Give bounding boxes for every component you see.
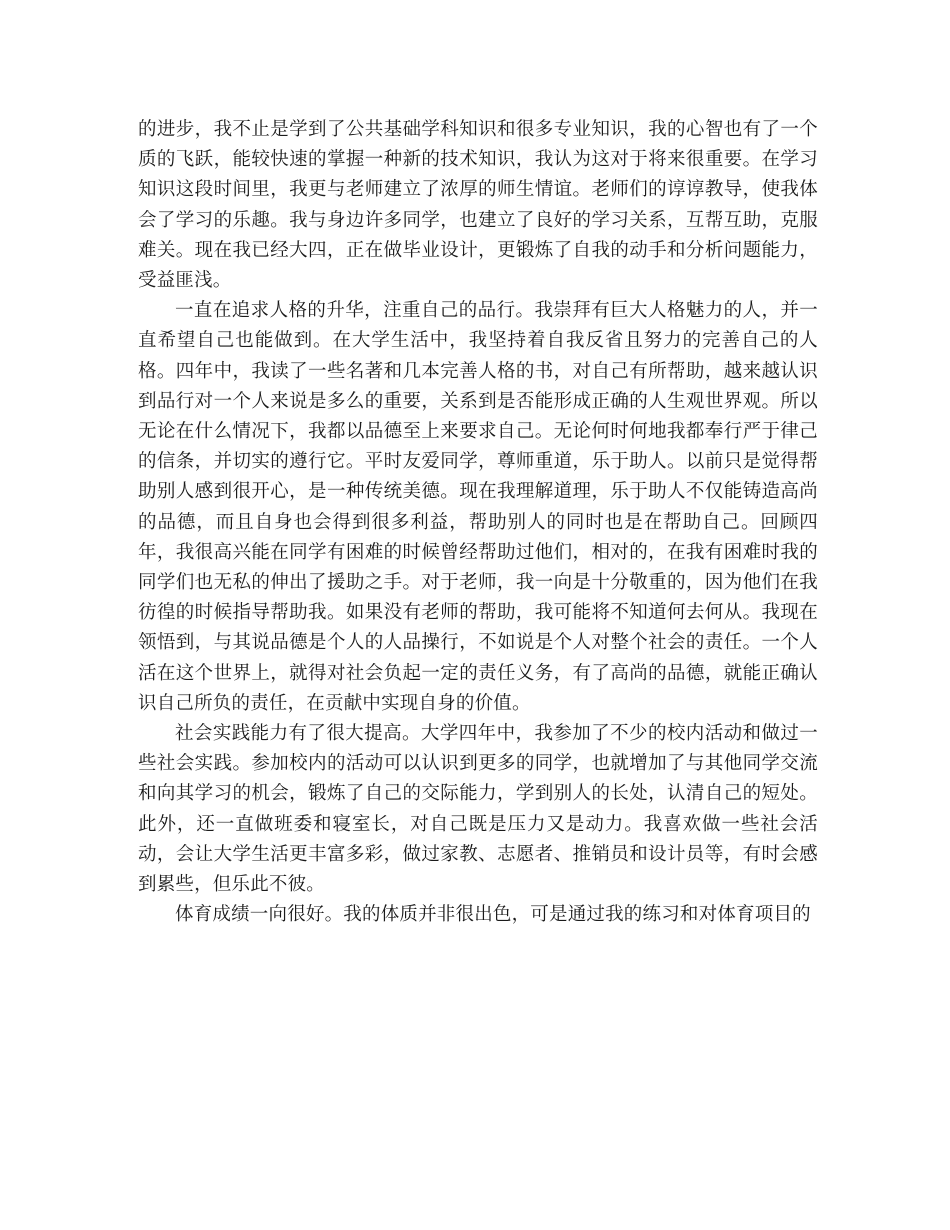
paragraph-character: 一直在追求人格的升华，注重自己的品行。我崇拜有巨大人格魅力的人，并一直希望自己也能做到。在大学生活中，我坚持着自我反省且努力的完善自己的人格。四年中，我读了一些名著和几本完善人格的书，对自己有所帮助，越来越认识到品行对一个人来说是多么的重要，关系到是否能形成正确的人生观世界观。所以无论在什么情况下，我都以品德至上来要求自己。无论何时何地我都奉行严于律己的信条，并切实的遵行它。平时友爱同学，尊师重道，乐于助人。以前只是觉得帮助别人感到很开心，是一种传统美德。现在我理解道理，乐于助人不仅能铸造高尚的品德，而且自身也会得到很多利益，帮助别人的同时也是在帮助自己。回顾四年，我很高兴能在同学有困难的时候曾经帮助过他们，相对的，在我有困难时我的同学们也无私的伸出了援助之手。对于老师，我一向是十分敬重的，因为他们在我彷徨的时候指导帮助我。如果没有老师的帮助，我可能将不知道何去何从。我现在领悟到，与其说品德是个人的人品操行，不如说是个人对整个社会的责任。一个人活在这个世界上，就得对社会负起一定的责任义务，有了高尚的品德，就能正确认识自己所负的责任，在贡献中实现自身的价值。 — [138, 300, 818, 714]
paragraph-academic-progress: 的进步，我不止是学到了公共基础学科知识和很多专业知识，我的心智也有了一个质的飞跃，能较快速的掌握一种新的技术知识，我认为这对于将来很重要。在学习知识这段时间里，我更与老师建立了浓厚的师生情谊。老师们的谆谆教导，使我体会了学习的乐趣。我与身边许多同学，也建立了良好的学习关系，互帮互助，克服难关。现在我已经大四，正在做毕业设计，更锻炼了自我的动手和分析问题能力，受益匪浅。 — [138, 119, 818, 292]
paragraph-social-practice: 社会实践能力有了很大提高。大学四年中，我参加了不少的校内活动和做过一些社会实践。参加校内的活动可以认识到更多的同学，也就增加了与其他同学交流和向其学习的机会，锻炼了自己的交际能力，学到别人的长处，认清自己的短处。此外，还一直做班委和寝室长，对自己既是压力又是动力。我喜欢做一些社会活动，会让大学生活更丰富多彩，做过家教、志愿者、推销员和设计员等，有时会感到累些，但乐此不彼。 — [138, 723, 818, 896]
document-page — [138, 115, 818, 930]
paragraph-sports: 体育成绩一向很好。我的体质并非很出色，可是通过我的练习和对体育项目的 — [175, 904, 811, 926]
